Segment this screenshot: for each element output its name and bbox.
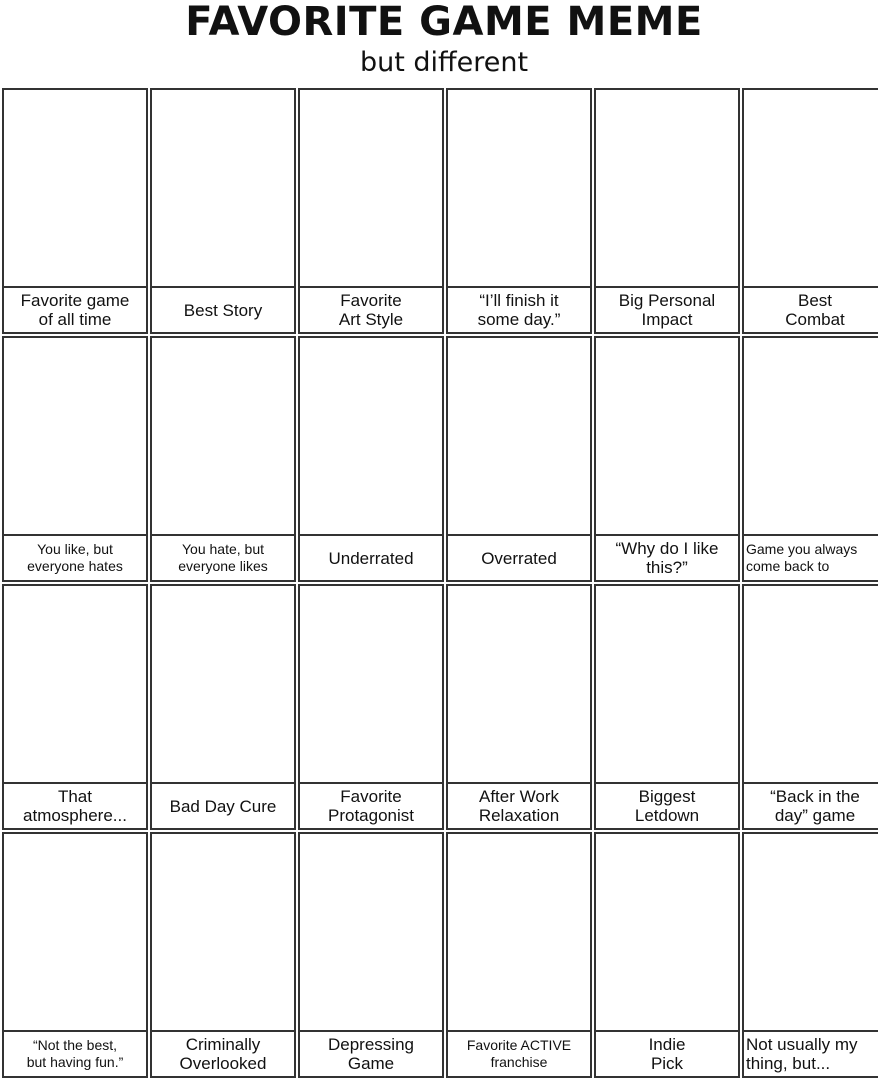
image-slot[interactable] xyxy=(448,338,590,532)
image-slot[interactable] xyxy=(448,834,590,1028)
image-slot[interactable] xyxy=(448,586,590,780)
grid-cell[interactable] xyxy=(446,584,592,830)
grid-cell[interactable] xyxy=(446,336,592,582)
cell-label: You like, but everyone hates xyxy=(4,534,146,580)
image-slot[interactable] xyxy=(152,834,294,1028)
grid-cell[interactable] xyxy=(298,336,444,582)
image-slot[interactable] xyxy=(744,90,878,284)
page-title: FAVORITE GAME MEME xyxy=(185,0,703,45)
image-slot[interactable] xyxy=(152,586,294,780)
image-slot[interactable] xyxy=(744,586,878,780)
cell-label: “Not the best, but having fun.” xyxy=(4,1030,146,1076)
grid-cell[interactable] xyxy=(2,584,148,830)
grid-cell[interactable] xyxy=(150,88,296,334)
grid-cell[interactable] xyxy=(298,832,444,1078)
cell-label: Depressing Game xyxy=(300,1030,442,1076)
cell-label: “Why do I like this?” xyxy=(596,534,738,580)
cell-label: Indie Pick xyxy=(596,1030,738,1076)
cell-label: Bad Day Cure xyxy=(152,782,294,828)
grid-cell[interactable] xyxy=(2,832,148,1078)
cell-label: Game you always come back to xyxy=(744,534,878,580)
grid-cell[interactable] xyxy=(150,584,296,830)
grid-cell[interactable] xyxy=(594,584,740,830)
cell-label: Favorite game of all time xyxy=(4,286,146,332)
image-slot[interactable] xyxy=(4,338,146,532)
cell-label: Underrated xyxy=(300,534,442,580)
image-slot[interactable] xyxy=(596,90,738,284)
cell-label: Big Personal Impact xyxy=(596,286,738,332)
image-slot[interactable] xyxy=(4,834,146,1028)
grid-cell[interactable] xyxy=(742,832,878,1078)
cell-label: Favorite ACTIVE franchise xyxy=(448,1030,590,1076)
grid-cell[interactable] xyxy=(742,336,878,582)
image-slot[interactable] xyxy=(4,586,146,780)
grid-cell[interactable] xyxy=(298,584,444,830)
image-slot[interactable] xyxy=(448,90,590,284)
cell-label: “Back in the day” game xyxy=(744,782,878,828)
cell-label: Favorite Art Style xyxy=(300,286,442,332)
image-slot[interactable] xyxy=(744,338,878,532)
grid-cell[interactable] xyxy=(742,88,878,334)
grid-cell[interactable] xyxy=(742,584,878,830)
cell-label: That atmosphere... xyxy=(4,782,146,828)
grid-cell[interactable] xyxy=(150,336,296,582)
grid-cell[interactable] xyxy=(2,88,148,334)
cell-label: Criminally Overlooked xyxy=(152,1030,294,1076)
image-slot[interactable] xyxy=(596,834,738,1028)
image-slot[interactable] xyxy=(300,90,442,284)
meme-grid xyxy=(2,88,878,1080)
image-slot[interactable] xyxy=(744,834,878,1028)
cell-label: Favorite Protagonist xyxy=(300,782,442,828)
image-slot[interactable] xyxy=(596,338,738,532)
grid-cell[interactable] xyxy=(594,832,740,1078)
image-slot[interactable] xyxy=(152,338,294,532)
page-subtitle: but different xyxy=(359,47,529,78)
grid-cell[interactable] xyxy=(298,88,444,334)
image-slot[interactable] xyxy=(300,338,442,532)
cell-label: Overrated xyxy=(448,534,590,580)
image-slot[interactable] xyxy=(300,586,442,780)
image-slot[interactable] xyxy=(4,90,146,284)
cell-label: Best Combat xyxy=(744,286,878,332)
grid-cell[interactable] xyxy=(446,832,592,1078)
image-slot[interactable] xyxy=(300,834,442,1028)
grid-cell[interactable] xyxy=(594,88,740,334)
grid-cell[interactable] xyxy=(446,88,592,334)
cell-label: “I’ll finish it some day.” xyxy=(448,286,590,332)
cell-label: Best Story xyxy=(152,286,294,332)
image-slot[interactable] xyxy=(596,586,738,780)
grid-cell[interactable] xyxy=(594,336,740,582)
grid-cell[interactable] xyxy=(2,336,148,582)
cell-label: Biggest Letdown xyxy=(596,782,738,828)
cell-label: After Work Relaxation xyxy=(448,782,590,828)
image-slot[interactable] xyxy=(152,90,294,284)
cell-label: You hate, but everyone likes xyxy=(152,534,294,580)
cell-label: Not usually my thing, but... xyxy=(744,1030,878,1076)
grid-cell[interactable] xyxy=(150,832,296,1078)
